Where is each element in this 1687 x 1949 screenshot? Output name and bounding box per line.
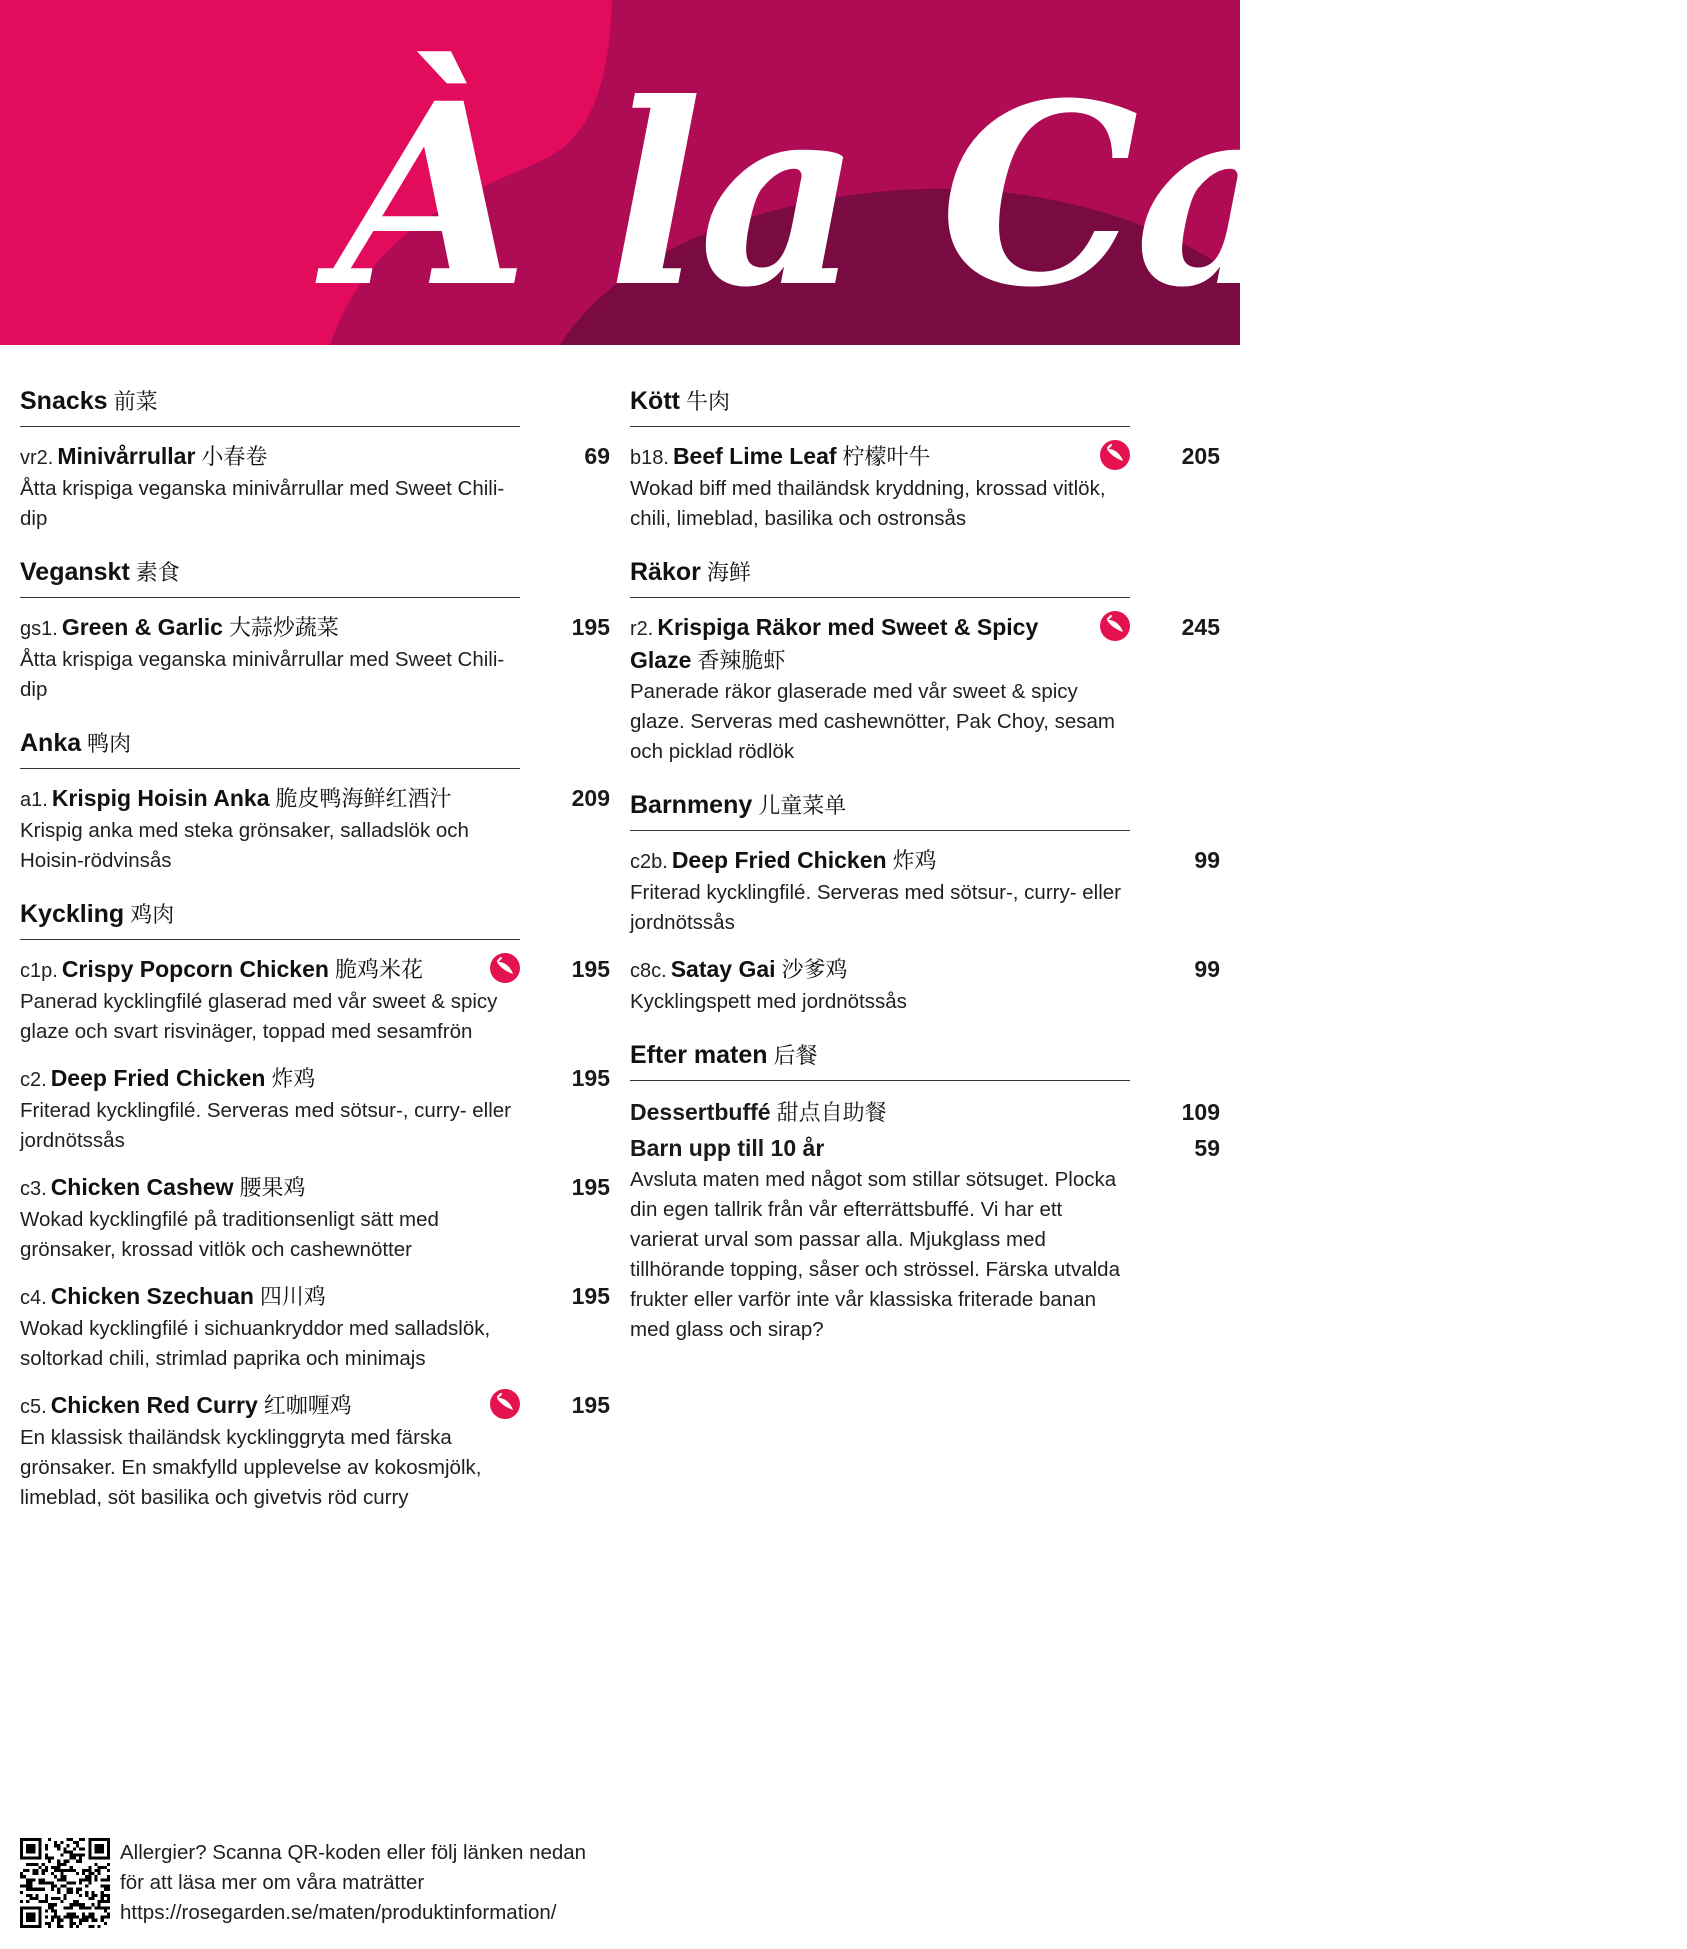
item-code: r2.: [630, 618, 654, 640]
item-description: Wokad biff med thailändsk kryddning, krossad vitlök, chili, limeblad, basilika och ostronsås: [630, 477, 1106, 530]
item-code: c2.: [20, 1069, 47, 1091]
item-description: En klassisk thailändsk kycklinggryta med färska grönsaker. En smakfylld upplevelse av kokosmjölk, limeblad, söt basilika och givetvis röd curry: [20, 1426, 482, 1509]
item-description: Åtta krispiga veganska minivårrullar med Sweet Chili-dip: [20, 648, 505, 701]
item-name-zh: 炸鸡: [892, 849, 937, 874]
menu-item: [20, 612, 610, 705]
item-name: Minivårrullar: [57, 443, 196, 469]
item-name: Deep Fried Chicken: [50, 1065, 266, 1091]
item-price: 195: [571, 1065, 610, 1091]
item-price: 109: [1181, 1099, 1220, 1125]
item-price: 195: [571, 1283, 610, 1309]
menu-item: [20, 1390, 610, 1513]
item-price: 209: [571, 785, 610, 811]
menu-item: [20, 783, 610, 876]
menu-item: [630, 845, 1220, 938]
qr-code-icon[interactable]: [20, 1838, 110, 1928]
item-price: 59: [1194, 1135, 1220, 1161]
item-name: Beef Lime Leaf: [672, 443, 837, 469]
item-name-zh: 甜点自助餐: [776, 1101, 887, 1126]
item-name: Krispig Hoisin Anka: [51, 785, 270, 811]
item-description: Wokad kycklingfilé på traditionsenligt sätt med grönsaker, krossad vitlök och cashewnötter: [20, 1208, 439, 1261]
menu-item: [630, 954, 1220, 1017]
section-title: Barnmeny 儿童菜单: [630, 789, 1130, 831]
footer: [20, 1838, 620, 1930]
item-name: Crispy Popcorn Chicken: [61, 956, 329, 982]
item-description: Krispig anka med steka grönsaker, salladslök och Hoisin-rödvinsås: [20, 819, 469, 872]
section-title: Räkor 海鲜: [630, 556, 1130, 598]
item-description: Wokad kycklingfilé i sichuankryddor med salladslök, soltorkad chili, strimlad paprika och minimajs: [20, 1317, 491, 1370]
allergy-notice: Allergier? Scanna QR-koden eller följ länken nedan: [120, 1841, 587, 1864]
item-name-zh: 脆鸡米花: [334, 958, 423, 983]
footer-text: [120, 1838, 586, 1928]
menu-item: [20, 1281, 610, 1374]
item-name-zh: 小春卷: [201, 445, 268, 470]
section-title: Kött 牛肉: [630, 385, 1130, 427]
section-title: Snacks 前菜: [20, 385, 520, 427]
item-code: b18.: [630, 447, 669, 469]
item-code: c8c.: [630, 960, 667, 982]
section-veganskt: [20, 556, 610, 705]
menu-item: [630, 612, 1220, 767]
item-price: 195: [571, 1392, 610, 1418]
item-description: Friterad kycklingfilé. Serveras med sötsur-, curry- eller jordnötssås: [630, 881, 1121, 934]
item-code: c3.: [20, 1178, 47, 1200]
item-price: 195: [571, 956, 610, 982]
section-title: Veganskt 素食: [20, 556, 520, 598]
item-description: Kycklingspett med jordnötssås: [630, 990, 907, 1013]
item-name: Chicken Cashew: [50, 1174, 234, 1200]
item-name: Green & Garlic: [61, 614, 223, 640]
item-code: vr2.: [20, 447, 54, 469]
item-description: Friterad kycklingfilé. Serveras med sötsur-, curry- eller jordnötssås: [20, 1099, 511, 1152]
item-price: 195: [571, 614, 610, 640]
item-name-zh: 大蒜炒蔬菜: [228, 616, 339, 641]
chili-icon: [1100, 611, 1130, 641]
item-name: Chicken Red Curry: [50, 1392, 258, 1418]
item-name-zh: 红咖喱鸡: [263, 1394, 352, 1419]
menu-item: [20, 1063, 610, 1156]
item-code: c4.: [20, 1287, 47, 1309]
section-efter-maten: [630, 1039, 1220, 1345]
menu-item: [20, 1172, 610, 1265]
item-description: Panerade räkor glaserade med vår sweet & spicy glaze. Serveras med cashewnötter, Pak Choy, sesam och picklad rödlök: [630, 680, 1116, 763]
section-anka: [20, 727, 610, 876]
item-name-zh: 脆皮鸭海鲜红酒汁: [275, 787, 452, 812]
section-barnmeny: [630, 789, 1220, 1017]
item-name: Dessertbuffé: [630, 1099, 771, 1125]
header-banner: [0, 0, 1687, 345]
section-snacks: [20, 385, 610, 534]
item-price: 205: [1181, 443, 1220, 469]
allergy-notice-line2: för att läsa mer om våra maträtter: [120, 1871, 425, 1894]
item-name: Barn upp till 10 år: [630, 1135, 825, 1161]
item-name-zh: 炸鸡: [271, 1067, 316, 1092]
menu-item: [20, 441, 610, 534]
page-title: À la Carte: [335, 48, 1687, 342]
item-price: 245: [1181, 614, 1220, 640]
item-price: 99: [1194, 956, 1220, 982]
dessert-row: [630, 1095, 1220, 1131]
item-description: Panerad kycklingfilé glaserad med vår sweet & spicy glaze och svart risvinäger, toppad med sesamfrön: [20, 990, 498, 1043]
item-name: Krispiga Räkor med Sweet & Spicy Glaze: [630, 614, 1039, 673]
chili-icon: [1100, 440, 1130, 470]
section-title: Anka 鸭肉: [20, 727, 520, 769]
item-code: c5.: [20, 1396, 47, 1418]
item-description: Åtta krispiga veganska minivårrullar med Sweet Chili-dip: [20, 477, 505, 530]
section-title: Kyckling 鸡肉: [20, 898, 520, 940]
right-column: [630, 385, 1220, 1367]
dessert-description: Avsluta maten med något som stillar sötsuget. Plocka din egen tallrik från vår efterrättsbuffé. Vi har ett varierat urval som passar alla. Mjukglass med tillhörande topping, såser och strössel. Färska utvalda frukter eller varför inte vår klassiska friterade banan med glass och sirap?: [630, 1168, 1120, 1341]
item-code: c1p.: [20, 960, 58, 982]
section-kott: [630, 385, 1220, 534]
item-name-zh: 四川鸡: [259, 1285, 326, 1310]
section-title: Efter maten 后餐: [630, 1039, 1130, 1081]
left-column: [20, 385, 610, 1535]
product-info-link[interactable]: https://rosegarden.se/maten/produktinformation/: [120, 1901, 557, 1924]
item-name-zh: 腰果鸡: [239, 1176, 306, 1201]
item-code: gs1.: [20, 618, 58, 640]
section-rakor: [630, 556, 1220, 767]
item-name: Satay Gai: [670, 956, 776, 982]
item-price: 99: [1194, 847, 1220, 873]
dessert-row: [630, 1131, 1220, 1165]
item-name-zh: 柠檬叶牛: [842, 445, 931, 470]
item-name-zh: 香辣脆虾: [697, 649, 786, 674]
section-kyckling: [20, 898, 610, 1513]
chili-icon: [490, 1389, 520, 1419]
item-name: Deep Fried Chicken: [671, 847, 887, 873]
item-name-zh: 沙爹鸡: [781, 958, 848, 983]
item-price: 195: [571, 1174, 610, 1200]
item-name: Chicken Szechuan: [50, 1283, 254, 1309]
menu-item: [20, 954, 610, 1047]
chili-icon: [490, 953, 520, 983]
item-code: c2b.: [630, 851, 668, 873]
item-code: a1.: [20, 789, 48, 811]
menu-item: [630, 441, 1220, 534]
item-price: 69: [584, 443, 610, 469]
